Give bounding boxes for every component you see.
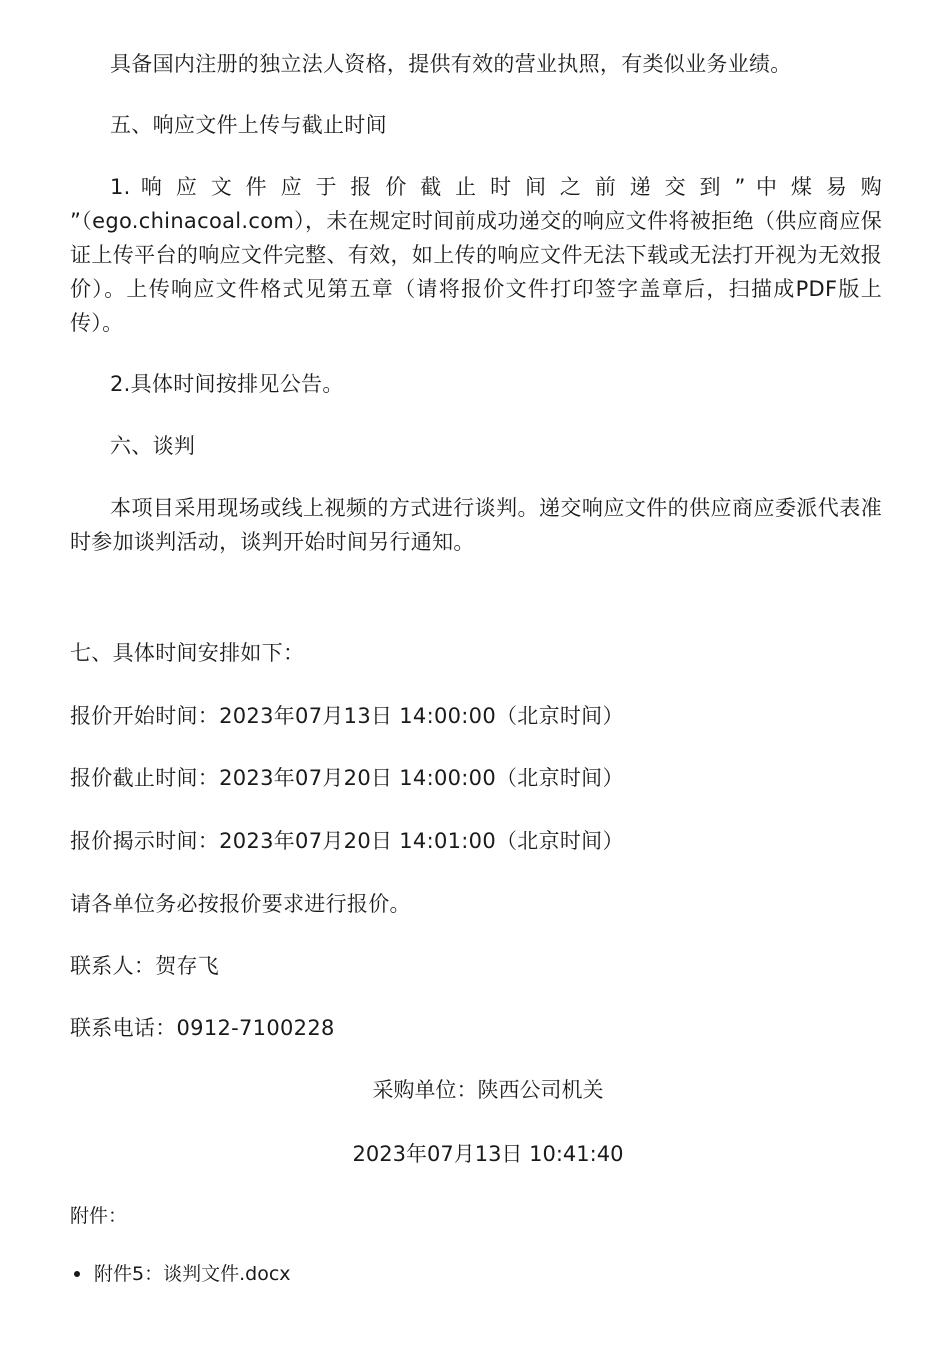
bullet-icon [74, 1271, 80, 1277]
purchaser-signature: 采购单位：陕西公司机关 [372, 1078, 604, 1102]
attachment-item[interactable] [70, 1259, 291, 1289]
quote-reveal-time: 报价揭示时间：2023年07月20日 14:01:00（北京时间） [70, 829, 624, 853]
upload-paragraph-1: 1. 响 应 文 件 应 于 报 价 截 止 时 间 之 前 递 交 到 ” 中 煤 易 购 ”（ego.chinacoal.com），未在规定时间前成功递交的响应文件将被拒绝（供应商应保证上传平台的响应文件完整、有效，如上传的响应文件无法下载或无法打开视为无效报价）。上传响应文件格式见第五章（请将报价文件打印签字盖章后，扫描成PDF版上传）。 [70, 175, 882, 335]
section5-heading: 五、响应文件上传与截止时间 [110, 113, 387, 137]
attachment-link[interactable]: 附件5：谈判文件.docx [94, 1263, 291, 1285]
contact-person: 联系人：贺存飞 [70, 954, 220, 978]
quote-end-time: 报价截止时间：2023年07月20日 14:00:00（北京时间） [70, 766, 624, 790]
negotiation-paragraph: 本项目采用现场或线上视频的方式进行谈判。递交响应文件的供应商应委派代表准时参加谈判活动，谈判开始时间另行通知。 [70, 496, 882, 554]
attachments-label: 附件： [70, 1205, 128, 1227]
upload-paragraph-2: 2.具体时间按排见公告。 [110, 372, 344, 396]
section6-heading: 六、谈判 [110, 434, 196, 458]
section7-heading: 七、具体时间安排如下： [70, 641, 305, 665]
contact-phone: 联系电话：0912-7100228 [70, 1016, 335, 1040]
quote-notice: 请各单位务必按报价要求进行报价。 [70, 892, 411, 916]
qualification-paragraph: 具备国内注册的独立法人资格，提供有效的营业执照，有类似业务业绩。 [110, 52, 792, 76]
quote-start-time: 报价开始时间：2023年07月13日 14:00:00（北京时间） [70, 704, 624, 728]
publish-time: 2023年07月13日 10:41:40 [352, 1142, 624, 1166]
